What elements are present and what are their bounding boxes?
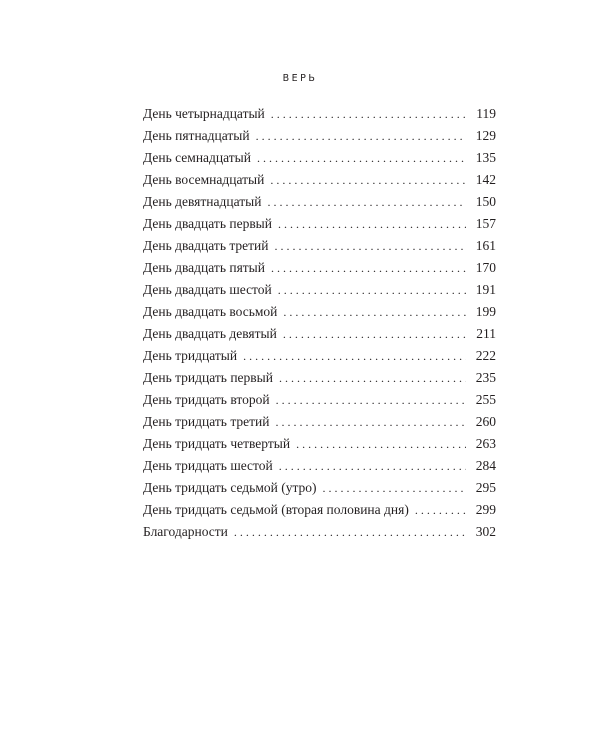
toc-dot-leader	[276, 389, 466, 411]
toc-entry-title: День двадцать шестой	[143, 282, 272, 297]
toc-dot-leader	[275, 235, 466, 257]
toc-entry-page: 150	[475, 194, 496, 209]
toc-dot-leader	[283, 323, 466, 345]
toc-entry-page: 260	[475, 414, 496, 429]
toc-entry-title: День девятнадцатый	[143, 194, 262, 209]
toc-entry-title: День двадцать девятый	[143, 326, 277, 341]
toc-dot-leader	[275, 411, 466, 433]
toc-entry	[143, 455, 496, 477]
toc-entry	[143, 235, 496, 257]
toc-entry	[143, 147, 496, 169]
toc-entry-title: День тридцать второй	[143, 392, 270, 407]
toc-dot-leader	[279, 367, 466, 389]
toc-entry-title: День двадцать третий	[143, 238, 269, 253]
toc-entry	[143, 499, 496, 521]
toc-entry	[143, 323, 496, 345]
toc-dot-leader	[234, 521, 466, 543]
toc-entry-page: 284	[475, 458, 496, 473]
toc-dot-leader	[256, 125, 466, 147]
toc-dot-leader	[267, 191, 466, 213]
toc-dot-leader	[243, 345, 466, 367]
toc-entry	[143, 367, 496, 389]
toc-entry	[143, 345, 496, 367]
toc-dot-leader	[270, 169, 466, 191]
toc-dot-leader	[278, 213, 466, 235]
running-header: ВЕРЬ	[282, 73, 318, 84]
toc-dot-leader	[257, 147, 466, 169]
toc-entry-page: 255	[475, 392, 496, 407]
table-of-contents	[143, 103, 496, 543]
toc-entry	[143, 521, 496, 543]
toc-entry	[143, 477, 496, 499]
toc-entry	[143, 411, 496, 433]
toc-entry	[143, 433, 496, 455]
toc-entry	[143, 169, 496, 191]
toc-entry-title: День тридцатый	[143, 348, 238, 363]
toc-entry-title: День тридцать четвертый	[143, 436, 291, 451]
toc-entry-page: 302	[475, 524, 496, 539]
toc-entry-title: День восемнадцатый	[143, 172, 265, 187]
toc-dot-leader	[283, 301, 466, 323]
toc-dot-leader	[323, 477, 466, 499]
toc-entry-title: Благодарности	[143, 524, 228, 539]
toc-entry	[143, 103, 496, 125]
toc-entry	[143, 125, 496, 147]
toc-entry-title: День тридцать шестой	[143, 458, 273, 473]
toc-entry-title: День двадцать пятый	[143, 260, 265, 275]
toc-entry-title: День тридцать седьмой (вторая половина дня)	[143, 502, 409, 517]
toc-entry-page: 222	[475, 348, 496, 363]
toc-entry	[143, 191, 496, 213]
toc-entry-title: День пятнадцатый	[143, 128, 250, 143]
toc-entry-title: День тридцать третий	[143, 414, 270, 429]
toc-dot-leader	[279, 455, 466, 477]
toc-dot-leader	[278, 279, 466, 301]
toc-entry-page: 235	[475, 370, 496, 385]
toc-entry-title: День тридцать седьмой (утро)	[143, 480, 317, 495]
toc-entry-page: 119	[476, 106, 496, 121]
toc-entry-page: 170	[475, 260, 496, 275]
toc-entry-page: 135	[475, 150, 496, 165]
toc-entry-page: 191	[475, 282, 496, 297]
toc-dot-leader	[415, 499, 466, 521]
toc-entry-page: 211	[476, 326, 496, 341]
toc-entry-page: 129	[475, 128, 496, 143]
toc-dot-leader	[271, 257, 466, 279]
toc-entry-page: 142	[475, 172, 496, 187]
toc-entry-title: День двадцать первый	[143, 216, 272, 231]
toc-dot-leader	[271, 103, 466, 125]
toc-entry-title: День двадцать восьмой	[143, 304, 278, 319]
toc-dot-leader	[296, 433, 466, 455]
toc-entry-page: 295	[475, 480, 496, 495]
toc-entry	[143, 213, 496, 235]
toc-entry-page: 299	[475, 502, 496, 517]
toc-entry	[143, 389, 496, 411]
toc-entry	[143, 257, 496, 279]
toc-entry-page: 161	[475, 238, 496, 253]
toc-entry-title: День тридцать первый	[143, 370, 273, 385]
toc-entry-title: День четырнадцатый	[143, 106, 265, 121]
toc-entry-page: 157	[475, 216, 496, 231]
toc-entry	[143, 301, 496, 323]
toc-entry-page: 263	[475, 436, 496, 451]
toc-entry	[143, 279, 496, 301]
toc-entry-title: День семнадцатый	[143, 150, 251, 165]
toc-entry-page: 199	[475, 304, 496, 319]
